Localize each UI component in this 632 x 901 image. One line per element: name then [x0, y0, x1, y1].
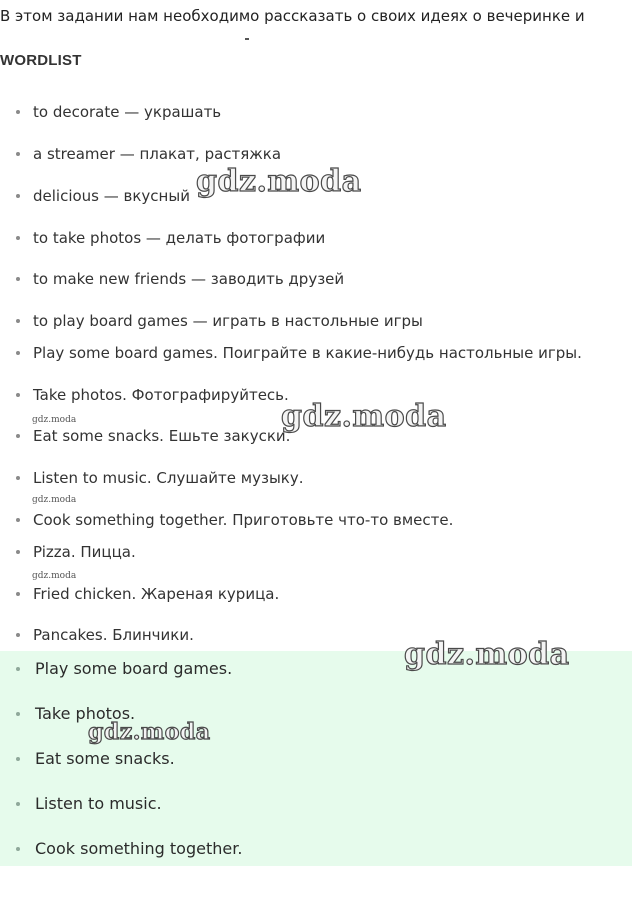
bullet-icon [16, 802, 20, 806]
list-item [16, 510, 453, 530]
list-item-text: to decorate — украшать [33, 103, 222, 121]
list-item [16, 228, 325, 248]
list-item [16, 144, 281, 164]
list-item [16, 385, 289, 405]
bullet-icon [16, 476, 20, 480]
watermark-logo: gdz.moda [404, 637, 570, 672]
list-item [16, 102, 221, 122]
answer-item-text: Play some board games. [35, 659, 233, 678]
watermark-small: gdz.moda [32, 415, 77, 425]
bullet-icon [16, 152, 20, 156]
list-item [16, 343, 582, 363]
list-item-text: Cook something together. Приготовьте что-то вместе. [33, 511, 454, 529]
list-item-text: to take photos — делать фотографии [33, 229, 326, 247]
watermark-logo: gdz.moda [281, 399, 447, 434]
list-item-text: delicious — вкусный [33, 187, 190, 205]
list-item [16, 625, 194, 645]
bullet-icon [16, 434, 20, 438]
list-item [16, 584, 279, 604]
list-item-text: to play board games — играть в настольные игры [33, 312, 423, 330]
bullet-icon [16, 592, 20, 596]
list-item-text: Eat some snacks. Ешьте закуски. [33, 427, 291, 445]
intro-text: В этом задании нам необходимо рассказать о своих идеях о вечеринке и [0, 7, 585, 25]
list-item [16, 269, 344, 289]
bullet-icon [16, 110, 20, 114]
bullet-icon [16, 393, 20, 397]
answer-item [16, 658, 232, 680]
list-item-text: Listen to music. Слушайте музыку. [33, 469, 304, 487]
list-item-text: to make new friends — заводить друзей [33, 270, 345, 288]
watermark-logo: gdz.moda [88, 719, 211, 745]
bullet-icon [16, 319, 20, 323]
list-item-text: Fried chicken. Жареная курица. [33, 585, 280, 603]
list-item-text: Pancakes. Блинчики. [33, 626, 194, 644]
answer-item-text: Eat some snacks. [35, 749, 175, 768]
bullet-icon [16, 667, 20, 671]
watermark-logo: gdz.moda [196, 164, 362, 199]
bullet-icon [16, 550, 20, 554]
intro-cut-mark [245, 38, 249, 40]
list-item [16, 542, 136, 562]
watermark-small: gdz.moda [32, 571, 77, 581]
list-item-text: Pizza. Пицца. [33, 543, 136, 561]
bullet-icon [16, 351, 20, 355]
bullet-icon [16, 194, 20, 198]
watermark-small: gdz.moda [32, 495, 77, 505]
bullet-icon [16, 236, 20, 240]
bullet-icon [16, 757, 20, 761]
wordlist-heading: WORDLIST [0, 52, 82, 69]
bullet-icon [16, 518, 20, 522]
list-item [16, 468, 304, 488]
list-item [16, 186, 190, 206]
answer-item-text: Cook something together. [35, 839, 243, 858]
list-item-text: a streamer — плакат, растяжка [33, 145, 282, 163]
bullet-icon [16, 633, 20, 637]
bullet-icon [16, 277, 20, 281]
answer-item [16, 793, 162, 815]
answer-item-text: Take photos. [35, 704, 136, 723]
bullet-icon [16, 847, 20, 851]
list-item-text: Take photos. Фотографируйтесь. [33, 386, 289, 404]
bullet-icon [16, 712, 20, 716]
list-item [16, 426, 290, 446]
answer-item-text: Listen to music. [35, 794, 162, 813]
answer-item [16, 748, 175, 770]
list-item-text: Play some board games. Поиграйте в какие-нибудь настольные игры. [33, 344, 582, 362]
answer-item [16, 838, 242, 860]
list-item [16, 311, 423, 331]
